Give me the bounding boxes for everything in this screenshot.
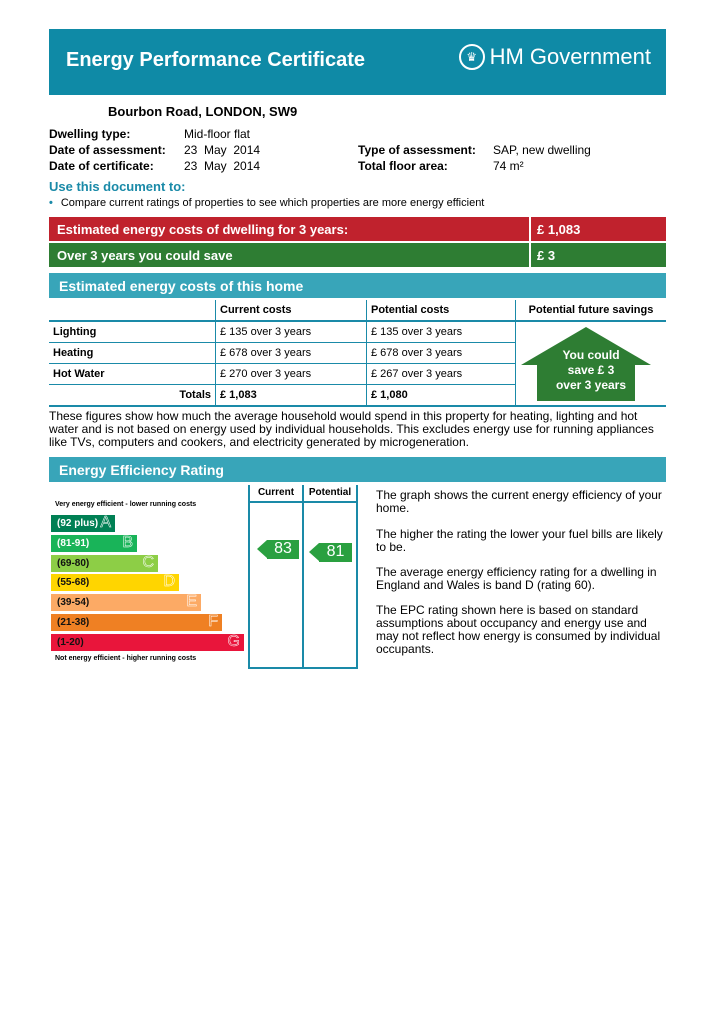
band-range: (21-38) xyxy=(57,617,90,628)
rating-band-a xyxy=(51,515,115,532)
total-potential: £ 1,080 xyxy=(367,385,516,407)
total-current: £ 1,083 xyxy=(216,385,367,407)
savings-line-2: save £ 3 xyxy=(567,363,615,377)
totals-label: Totals xyxy=(49,385,216,407)
band-letter: E xyxy=(186,593,197,611)
efficiency-description-1: The graph shows the current energy efficiency of your home. xyxy=(376,488,662,515)
savings-value: £ 3 xyxy=(529,243,666,267)
certificate-date-value: 23 May 2014 xyxy=(184,159,261,173)
savings-cell xyxy=(516,321,667,406)
band-letter: A xyxy=(100,514,111,531)
col-future-savings: Potential future savings xyxy=(516,300,667,321)
band-letter: B xyxy=(122,533,133,551)
row-current: £ 678 over 3 years xyxy=(216,343,367,364)
chart-top-caption: Very energy efficient - lower running costs xyxy=(55,501,197,508)
assessment-type-value: SAP, new dwelling xyxy=(493,143,591,157)
costs-heading: Estimated energy costs of this home xyxy=(59,278,304,294)
page-title: Energy Performance Certificate xyxy=(66,49,366,71)
royal-crest-icon: ♛ xyxy=(459,44,485,70)
floor-area-value: 74 m² xyxy=(493,159,524,173)
costs-note: These figures show how much the average household would spend in this property for heating, lighting and hot water and is not based on energy used by individual households. This excludes energy use for running appliances like TVs, computers and cookers, and electricity generated by microgeneration. xyxy=(49,409,654,449)
use-document-bullet xyxy=(49,197,484,209)
savings-bar xyxy=(49,243,666,267)
efficiency-description-2: The higher the rating the lower your fuel bills are likely to be. xyxy=(376,527,663,554)
table-row xyxy=(49,321,666,343)
band-range: (39-54) xyxy=(57,597,90,609)
current-rating-arrow xyxy=(267,540,299,559)
band-range: (81-91) xyxy=(57,537,90,549)
band-letter: F xyxy=(208,613,218,630)
band-range: (69-80) xyxy=(57,557,90,569)
band-letter: G xyxy=(227,632,240,650)
estimated-cost-value: £ 1,083 xyxy=(529,217,666,241)
hm-government-text: HM Government xyxy=(489,44,651,69)
use-document-heading: Use this document to: xyxy=(49,179,186,194)
dwelling-type-value: Mid-floor flat xyxy=(184,127,251,141)
certificate-header xyxy=(49,29,666,95)
certificate-date-label: Date of certificate: xyxy=(49,159,154,173)
potential-rating-value: 81 xyxy=(326,543,345,560)
rating-band-d xyxy=(51,574,179,591)
efficiency-heading-bar xyxy=(49,457,666,482)
floor-area-label: Total floor area: xyxy=(358,159,448,173)
row-label: Heating xyxy=(49,343,216,364)
costs-heading-bar xyxy=(49,273,666,298)
assessment-date-value: 23 May 2014 xyxy=(184,143,261,157)
savings-message xyxy=(516,348,666,393)
efficiency-chart xyxy=(49,485,359,669)
estimated-cost-label: Estimated energy costs of dwelling for 3 years: xyxy=(57,222,349,237)
rating-band-g xyxy=(51,634,244,651)
row-current: £ 135 over 3 years xyxy=(216,321,367,343)
band-range: (55-68) xyxy=(57,577,90,589)
band-letter: C xyxy=(142,553,154,571)
savings-line-1: You could xyxy=(562,348,620,362)
current-rating-value: 83 xyxy=(274,540,292,557)
col-current-costs: Current costs xyxy=(216,300,367,321)
chart-bottom-caption: Not energy efficient - higher running costs xyxy=(55,655,197,662)
dwelling-type-label: Dwelling type: xyxy=(49,127,131,141)
current-column-header: Current xyxy=(257,487,295,498)
row-label: Hot Water xyxy=(49,364,216,385)
savings-line-3: over 3 years xyxy=(555,378,627,392)
bullet-text: Compare current ratings of properties to see which properties are more energy efficient xyxy=(60,197,485,209)
potential-rating-arrow xyxy=(319,543,352,562)
col-potential-costs: Potential costs xyxy=(367,300,516,321)
savings-label: Over 3 years you could save xyxy=(57,248,233,263)
band-range: (92 plus) xyxy=(57,518,99,529)
row-potential: £ 678 over 3 years xyxy=(367,343,516,364)
hm-government-logo xyxy=(459,44,651,70)
bullet-icon: • xyxy=(49,197,53,209)
rating-band-b xyxy=(51,535,137,552)
efficiency-description-3: The average energy efficiency rating for a dwelling in England and Wales is band D (rating 60). xyxy=(376,565,657,592)
assessment-date-label: Date of assessment: xyxy=(49,143,166,157)
potential-column-header: Potential xyxy=(308,487,352,498)
rating-band-c xyxy=(51,555,158,572)
row-current: £ 270 over 3 years xyxy=(216,364,367,385)
row-label: Lighting xyxy=(49,321,216,343)
rating-band-e xyxy=(51,594,201,611)
property-address: Bourbon Road, LONDON, SW9 xyxy=(108,104,298,119)
table-header-row xyxy=(49,300,666,321)
rating-band-f xyxy=(51,614,222,631)
efficiency-description-4: The EPC rating shown here is based on standard assumptions about occupancy and energy use and may not reflect how energy is consumed by individual occupants. xyxy=(376,603,661,656)
band-letter: D xyxy=(163,573,175,591)
estimated-cost-bar xyxy=(49,217,666,241)
costs-table xyxy=(49,300,666,407)
row-potential: £ 267 over 3 years xyxy=(367,364,516,385)
band-range: (1-20) xyxy=(57,636,84,648)
row-potential: £ 135 over 3 years xyxy=(367,321,516,343)
assessment-type-label: Type of assessment: xyxy=(358,143,476,157)
efficiency-heading: Energy Efficiency Rating xyxy=(59,462,224,478)
